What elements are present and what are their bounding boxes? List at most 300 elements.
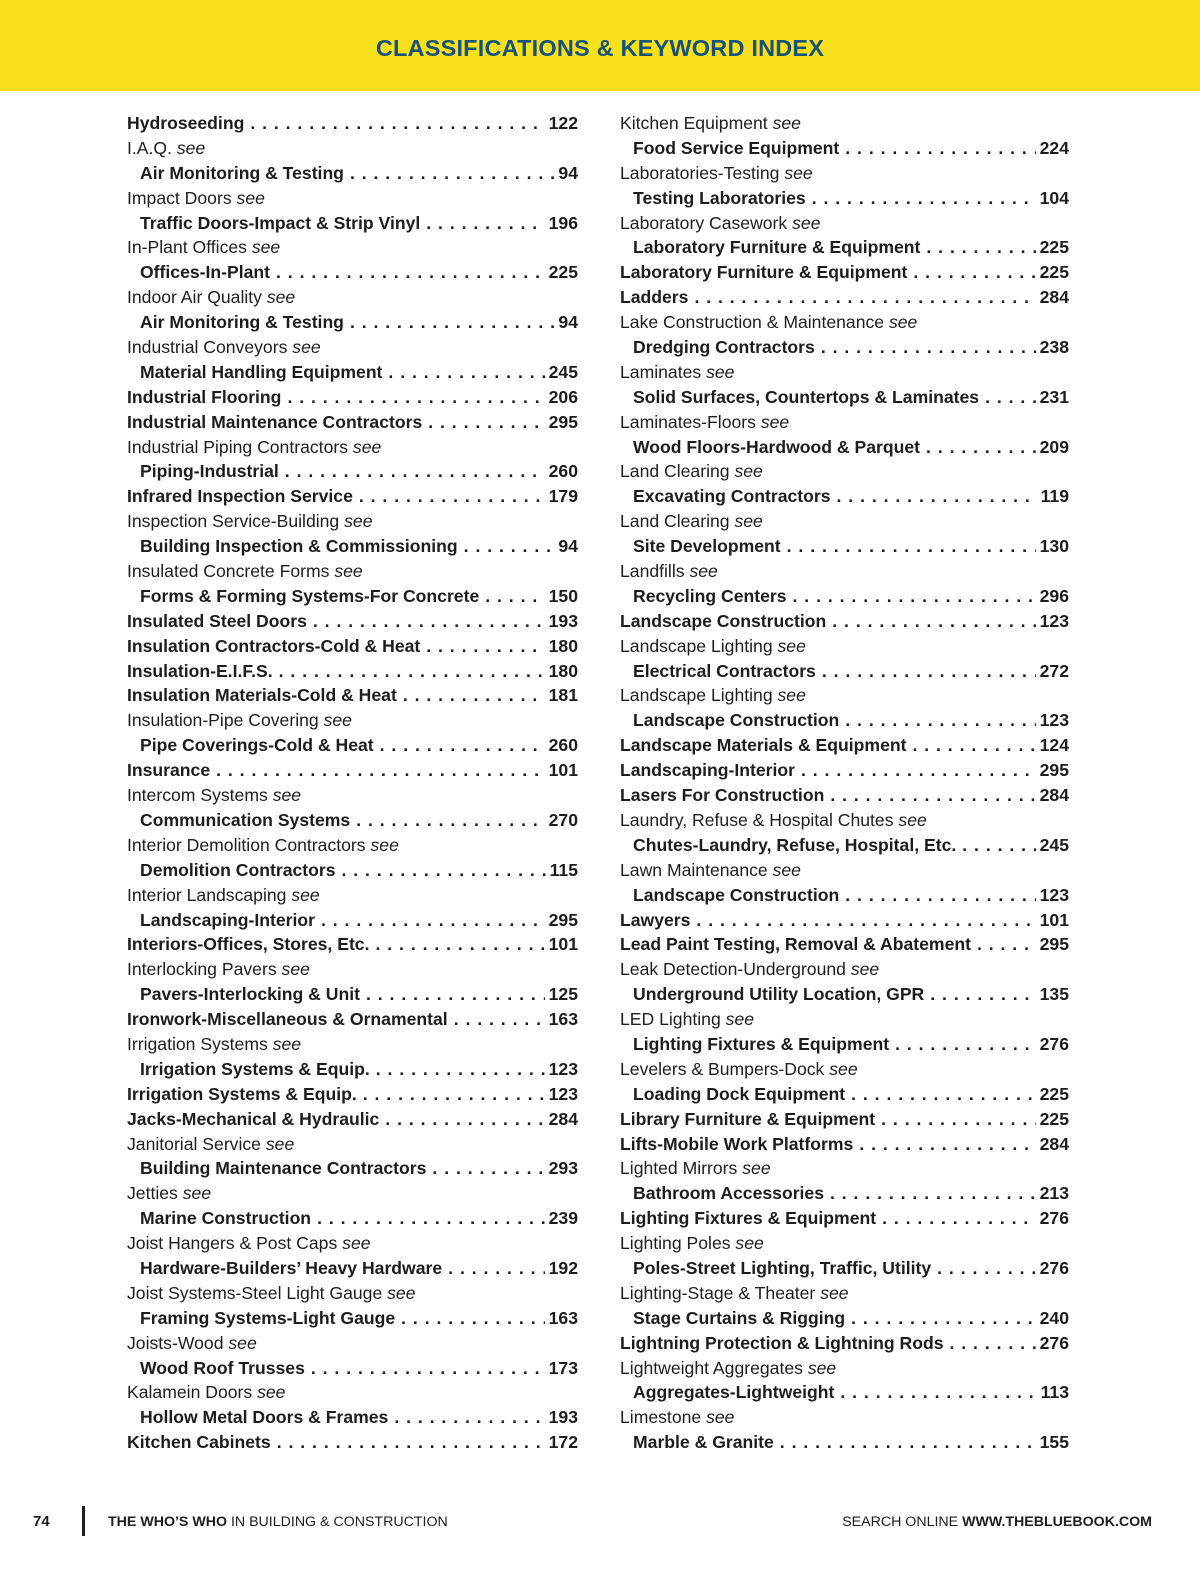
index-cross-reference: [127, 708, 578, 733]
index-term: Jetties: [127, 1183, 178, 1204]
index-entry: [620, 260, 1069, 285]
dot-leader: [906, 733, 1035, 758]
index-entry-title: Marine Construction: [140, 1208, 312, 1229]
dot-leader: [395, 1306, 544, 1331]
index-entry: [620, 1132, 1069, 1157]
index-page-number: 284: [1039, 287, 1069, 308]
index-cross-reference: [127, 883, 578, 908]
index-page-number: 296: [1039, 585, 1069, 606]
see-label: see: [829, 1058, 858, 1079]
dot-leader: [931, 1256, 1035, 1281]
index-term: Indoor Air Quality: [127, 287, 262, 308]
dot-leader: [344, 161, 554, 186]
index-page-number: 276: [1039, 1033, 1069, 1054]
see-label: see: [725, 1009, 755, 1030]
index-page-number: 196: [548, 212, 578, 233]
index-cross-reference: [620, 211, 1069, 236]
index-cross-reference: [620, 111, 1069, 136]
index-page-number: 240: [1039, 1307, 1069, 1328]
index-entry-title: Insulated Steel Doors: [127, 610, 307, 631]
see-label: see: [272, 1033, 302, 1054]
search-label: SEARCH ONLINE: [842, 1514, 963, 1530]
see-label: see: [265, 1133, 295, 1154]
index-page-number: 180: [548, 660, 578, 681]
dot-leader: [305, 1356, 545, 1381]
dot-leader: [839, 136, 1035, 161]
index-see-target: [620, 708, 1069, 733]
index-see-target: [620, 435, 1069, 460]
dot-leader: [479, 584, 544, 609]
index-entry: [127, 659, 578, 684]
index-term: Landfills: [620, 561, 685, 582]
page-number: 74: [33, 1513, 50, 1530]
index-entry-title: Interiors-Offices, Stores, Etc.: [127, 934, 370, 955]
index-term: Joist Hangers & Post Caps: [127, 1233, 338, 1254]
index-see-target: [620, 484, 1069, 509]
index-cross-reference: [620, 683, 1069, 708]
index-cross-reference: [620, 310, 1069, 335]
index-entry: [127, 758, 578, 783]
see-label: see: [706, 1407, 735, 1428]
index-term: Lake Construction & Maintenance: [620, 312, 885, 333]
index-cross-reference: [127, 559, 578, 584]
index-see-target: [620, 659, 1069, 684]
index-page-number: 94: [558, 162, 578, 183]
index-entry-title: Pipe Coverings-Cold & Heat: [140, 735, 374, 756]
index-page-number: 193: [548, 1407, 578, 1428]
index-entry-title: Hydroseeding: [127, 113, 245, 133]
index-page-number: 123: [548, 1058, 578, 1079]
index-entry-title: Kitchen Cabinets: [127, 1432, 271, 1453]
index-page-number: 119: [1040, 486, 1069, 507]
dot-leader: [839, 708, 1035, 733]
index-entry-title: Electrical Contractors: [633, 660, 816, 681]
index-see-target: [620, 186, 1069, 211]
index-page-number: 213: [1039, 1183, 1069, 1204]
index-entry: [620, 1331, 1069, 1356]
index-term: Janitorial Service: [127, 1133, 261, 1154]
index-page-number: 225: [548, 262, 578, 283]
index-term: LED Lighting: [620, 1009, 721, 1030]
index-term: Interior Landscaping: [127, 884, 287, 905]
index-term: Laboratory Casework: [620, 212, 788, 233]
index-term: Insulated Concrete Forms: [127, 561, 330, 582]
index-cross-reference: [127, 1331, 578, 1356]
index-entry: [127, 1007, 578, 1032]
index-term: Kalamein Doors: [127, 1382, 253, 1403]
index-page-number: 245: [548, 361, 578, 382]
index-page-number: 124: [1039, 735, 1069, 756]
see-label: see: [236, 187, 265, 208]
dot-leader: [956, 833, 1035, 858]
index-see-target: [127, 459, 578, 484]
index-entry-title: Lighting Fixtures & Equipment: [633, 1033, 890, 1054]
index-entry-title: Wood Roof Trusses: [140, 1357, 305, 1378]
index-cross-reference: [127, 235, 578, 260]
index-see-target: [127, 858, 578, 883]
index-page-number: 123: [1039, 710, 1069, 731]
see-label: see: [735, 1233, 764, 1254]
dot-leader: [839, 883, 1035, 908]
dot-leader: [273, 659, 545, 684]
index-entry-title: Hardware-Builders’ Heavy Hardware: [140, 1257, 443, 1278]
index-entry-title: Offices-In-Plant: [140, 262, 271, 283]
see-label: see: [760, 411, 790, 432]
index-entry-title: Building Inspection & Commissioning: [140, 536, 458, 557]
index-see-target: [127, 1256, 578, 1281]
index-term: Laundry, Refuse & Hospital Chutes: [620, 809, 894, 830]
index-cross-reference: [127, 783, 578, 808]
index-page-number: 113: [1040, 1382, 1069, 1403]
dot-leader: [795, 758, 1036, 783]
dot-leader: [379, 1107, 544, 1132]
index-page-number: 295: [548, 411, 578, 432]
index-page-number: 260: [548, 735, 578, 756]
dot-leader: [458, 534, 555, 559]
index-page-number: 150: [548, 585, 578, 606]
index-term: Land Clearing: [620, 511, 730, 532]
index-see-target: [127, 584, 578, 609]
index-entry-title: Testing Laboratories: [633, 187, 806, 208]
see-label: see: [228, 1332, 257, 1353]
index-page-number: 101: [1039, 909, 1069, 930]
dot-leader: [688, 285, 1035, 310]
dot-leader: [834, 1380, 1036, 1405]
index-see-target: [127, 161, 578, 186]
dot-leader: [907, 260, 1035, 285]
index-cross-reference: [620, 808, 1069, 833]
index-cross-reference: [620, 1057, 1069, 1082]
dot-leader: [889, 1032, 1036, 1057]
index-entry-title: Insulation-E.I.F.S.: [127, 660, 273, 681]
dot-leader: [971, 932, 1036, 957]
index-cross-reference: [620, 459, 1069, 484]
index-entry: [127, 385, 578, 410]
page-title: CLASSIFICATIONS & KEYWORD INDEX: [375, 35, 825, 61]
index-see-target: [620, 1306, 1069, 1331]
dot-leader: [448, 1007, 545, 1032]
dot-leader: [826, 609, 1035, 634]
index-cross-reference: [620, 858, 1069, 883]
index-page-number: 115: [549, 859, 578, 880]
index-entry-title: Lifts-Mobile Work Platforms: [620, 1133, 854, 1154]
index-page-number: 179: [548, 486, 578, 507]
index-entry-title: Pavers-Interlocking & Unit: [140, 984, 360, 1005]
index-cross-reference: [127, 1181, 578, 1206]
dot-leader: [442, 1256, 544, 1281]
dot-leader: [920, 235, 1035, 260]
index-page-number: 130: [1039, 536, 1069, 557]
index-cross-reference: [127, 435, 578, 460]
index-entry-title: Marble & Granite: [633, 1432, 774, 1453]
search-online: [842, 1514, 1152, 1530]
index-page-number: 276: [1039, 1332, 1069, 1353]
see-label: see: [257, 1382, 286, 1403]
index-page-number: 295: [1039, 934, 1069, 955]
index-entry-title: Stage Curtains & Rigging: [633, 1307, 846, 1328]
index-see-target: [127, 1206, 578, 1231]
index-page-number: 276: [1039, 1208, 1069, 1229]
index-entry-title: Framing Systems-Light Gauge: [140, 1307, 396, 1328]
see-label: see: [370, 834, 399, 855]
index-see-target: [620, 1380, 1069, 1405]
see-label: see: [706, 361, 735, 382]
index-term: Industrial Conveyors: [127, 337, 288, 358]
index-entry-title: Landscaping-Interior: [140, 909, 315, 930]
see-label: see: [292, 337, 321, 358]
dot-leader: [382, 360, 544, 385]
see-label: see: [820, 1282, 849, 1303]
index-see-target: [127, 1156, 578, 1181]
index-see-target: [127, 908, 578, 933]
see-label: see: [742, 1158, 771, 1179]
dot-leader: [344, 310, 554, 335]
index-page-number: 239: [548, 1208, 578, 1229]
index-entry-title: Demolition Contractors: [140, 859, 336, 880]
index-entry-title: Solid Surfaces, Countertops & Laminates: [633, 386, 980, 407]
dot-leader: [426, 1156, 544, 1181]
dot-leader: [244, 111, 544, 136]
index-see-target: [620, 385, 1069, 410]
dot-leader: [315, 908, 545, 933]
index-see-target: [620, 136, 1069, 161]
dot-leader: [979, 385, 1036, 410]
index-page-number: 181: [548, 685, 578, 706]
index-page-number: 225: [1039, 237, 1069, 258]
index-see-target: [127, 310, 578, 335]
index-term: Lighting Poles: [620, 1233, 731, 1254]
index-page-number: 123: [1039, 884, 1069, 905]
index-term: Lightweight Aggregates: [620, 1357, 803, 1378]
dot-leader: [876, 1206, 1036, 1231]
see-label: see: [323, 710, 352, 731]
index-see-target: [620, 1082, 1069, 1107]
index-cross-reference: [127, 1132, 578, 1157]
index-entry-title: Loading Dock Equipment: [633, 1083, 846, 1104]
index-page-number: 172: [548, 1432, 578, 1453]
index-term: I.A.Q.: [127, 137, 172, 158]
index-see-target: [127, 982, 578, 1007]
index-entry-title: Aggregates-Lightweight: [633, 1382, 835, 1403]
publication-name-bold: THE WHO’S WHO: [108, 1514, 228, 1530]
index-entry-title: Recycling Centers: [633, 585, 787, 606]
index-cross-reference: [127, 1380, 578, 1405]
index-page-number: 135: [1039, 984, 1069, 1005]
index-entry-title: Underground Utility Location, GPR: [633, 984, 925, 1005]
see-label: see: [387, 1282, 416, 1303]
see-label: see: [777, 635, 806, 656]
dot-leader: [815, 335, 1036, 360]
see-label: see: [272, 785, 302, 806]
index-term: In-Plant Offices: [127, 237, 247, 258]
see-label: see: [689, 561, 718, 582]
index-cross-reference: [127, 1281, 578, 1306]
index-column-left: [127, 111, 578, 1455]
index-entry-title: Lead Paint Testing, Removal & Abatement: [620, 934, 971, 955]
index-entry-title: Lighting Fixtures & Equipment: [620, 1208, 877, 1229]
page-header: [0, 0, 1200, 91]
index-page-number: 260: [548, 461, 578, 482]
index-see-target: [127, 211, 578, 236]
index-term: Landscape Lighting: [620, 635, 773, 656]
dot-leader: [787, 584, 1036, 609]
index-page-number: 173: [548, 1357, 578, 1378]
index-cross-reference: [620, 634, 1069, 659]
index-entry: [127, 609, 578, 634]
index-page-number: 94: [558, 536, 578, 557]
dot-leader: [353, 484, 545, 509]
index-entry: [620, 1206, 1069, 1231]
index-entry-title: Landscape Construction: [620, 610, 827, 631]
index-cross-reference: [620, 509, 1069, 534]
index-page-number: 94: [558, 312, 578, 333]
see-label: see: [772, 859, 801, 880]
dot-leader: [374, 733, 545, 758]
index-page-number: 245: [1039, 834, 1069, 855]
see-label: see: [176, 137, 206, 158]
dot-leader: [943, 1331, 1035, 1356]
index-cross-reference: [127, 186, 578, 211]
index-cross-reference: [620, 957, 1069, 982]
index-see-target: [620, 1181, 1069, 1206]
index-term: Impact Doors: [127, 187, 232, 208]
index-entry: [620, 932, 1069, 957]
see-label: see: [291, 884, 320, 905]
dot-leader: [420, 634, 544, 659]
index-term: Lawn Maintenance: [620, 859, 768, 880]
dot-leader: [369, 932, 544, 957]
index-term: Irrigation Systems: [127, 1033, 268, 1054]
index-entry-title: Wood Floors-Hardwood & Parquet: [633, 436, 921, 457]
see-label: see: [784, 162, 813, 183]
index-cross-reference: [620, 1156, 1069, 1181]
index-cross-reference: [127, 285, 578, 310]
index-entry-title: Lawyers: [620, 909, 691, 930]
index-page-number: 270: [548, 809, 578, 830]
index-entry-title: Lightning Protection & Lightning Rods: [620, 1332, 944, 1353]
index-page-number: 193: [548, 610, 578, 631]
dot-leader: [281, 385, 544, 410]
page-footer: [0, 1505, 1200, 1537]
dot-leader: [824, 1181, 1036, 1206]
search-url-link[interactable]: WWW.THEBLUEBOOK.COM: [962, 1514, 1152, 1530]
index-term: Land Clearing: [620, 461, 730, 482]
index-term: Landscape Lighting: [620, 685, 773, 706]
index-term: Laminates: [620, 361, 702, 382]
index-term: Levelers & Bumpers-Dock: [620, 1058, 825, 1079]
index-entry: [127, 634, 578, 659]
index-entry-title: Landscape Construction: [633, 710, 840, 731]
index-page-number: 231: [1039, 386, 1069, 407]
index-entry-title: Site Development: [633, 536, 781, 557]
see-label: see: [266, 287, 296, 308]
index-term: Intercom Systems: [127, 785, 268, 806]
index-see-target: [620, 584, 1069, 609]
dot-leader: [370, 1057, 545, 1082]
index-cross-reference: [127, 136, 578, 161]
index-term: Insulation-Pipe Covering: [127, 710, 319, 731]
index-entry-title: Communication Systems: [140, 809, 351, 830]
dot-leader: [307, 609, 545, 634]
index-entry-title: Irrigation Systems & Equip.: [127, 1083, 357, 1104]
index-entry: [127, 932, 578, 957]
index-term: Limestone: [620, 1407, 702, 1428]
dot-leader: [774, 1430, 1036, 1455]
dot-leader: [831, 484, 1037, 509]
index-entry-title: Ladders: [620, 287, 689, 308]
index-term: Interlocking Pavers: [127, 959, 277, 980]
index-page-number: 104: [1039, 187, 1069, 208]
index-see-target: [620, 982, 1069, 1007]
index-page-number: 123: [1039, 610, 1069, 631]
index-cross-reference: [127, 509, 578, 534]
index-entry-title: Building Maintenance Contractors: [140, 1158, 427, 1179]
index-page-number: 163: [548, 1307, 578, 1328]
index-term: Joist Systems-Steel Light Gauge: [127, 1282, 383, 1303]
index-term: Kitchen Equipment: [620, 113, 768, 133]
index-cross-reference: [620, 1231, 1069, 1256]
index-see-target: [127, 1306, 578, 1331]
index-page-number: 122: [548, 113, 578, 133]
index-entry-title: Insurance: [127, 760, 211, 781]
index-entry-title: Landscape Materials & Equipment: [620, 735, 907, 756]
index-see-target: [620, 883, 1069, 908]
dot-leader: [690, 908, 1035, 933]
index-page-number: 225: [1039, 1108, 1069, 1129]
dot-leader: [845, 1306, 1036, 1331]
dot-leader: [420, 211, 544, 236]
index-cross-reference: [127, 833, 578, 858]
dot-leader: [816, 659, 1036, 684]
index-entry: [127, 1107, 578, 1132]
dot-leader: [350, 808, 544, 833]
index-see-target: [127, 1405, 578, 1430]
publication-name-rest: IN BUILDING & CONSTRUCTION: [227, 1514, 448, 1530]
dot-leader: [781, 534, 1036, 559]
dot-leader: [311, 1206, 545, 1231]
see-label: see: [777, 685, 806, 706]
index-entry-title: Landscape Construction: [633, 884, 840, 905]
see-label: see: [734, 461, 763, 482]
index-cross-reference: [620, 559, 1069, 584]
dot-leader: [279, 459, 545, 484]
index-page-number: 155: [1039, 1432, 1069, 1453]
dot-leader: [853, 1132, 1035, 1157]
index-entry-title: Air Monitoring & Testing: [140, 312, 344, 333]
index-entry-title: Excavating Contractors: [633, 486, 831, 507]
dot-leader: [360, 982, 545, 1007]
index-see-target: [620, 534, 1069, 559]
index-see-target: [620, 1256, 1069, 1281]
publication-name: [108, 1514, 448, 1530]
index-entry-title: Ironwork-Miscellaneous & Ornamental: [127, 1009, 448, 1030]
index-entry-title: Forms & Forming Systems-For Concrete: [140, 585, 480, 606]
index-entry: [620, 1107, 1069, 1132]
index-see-target: [127, 360, 578, 385]
index-see-target: [127, 733, 578, 758]
index-entry: [620, 758, 1069, 783]
see-label: see: [792, 212, 821, 233]
index-page-number: 180: [548, 635, 578, 656]
index-cross-reference: [620, 410, 1069, 435]
index-entry: [127, 484, 578, 509]
index-page-number: 276: [1039, 1257, 1069, 1278]
index-cross-reference: [620, 360, 1069, 385]
index-entry-title: Bathroom Accessories: [633, 1183, 824, 1204]
index-entry-title: Laboratory Furniture & Equipment: [620, 262, 908, 283]
see-label: see: [888, 312, 918, 333]
index-entry-title: Industrial Flooring: [127, 386, 282, 407]
